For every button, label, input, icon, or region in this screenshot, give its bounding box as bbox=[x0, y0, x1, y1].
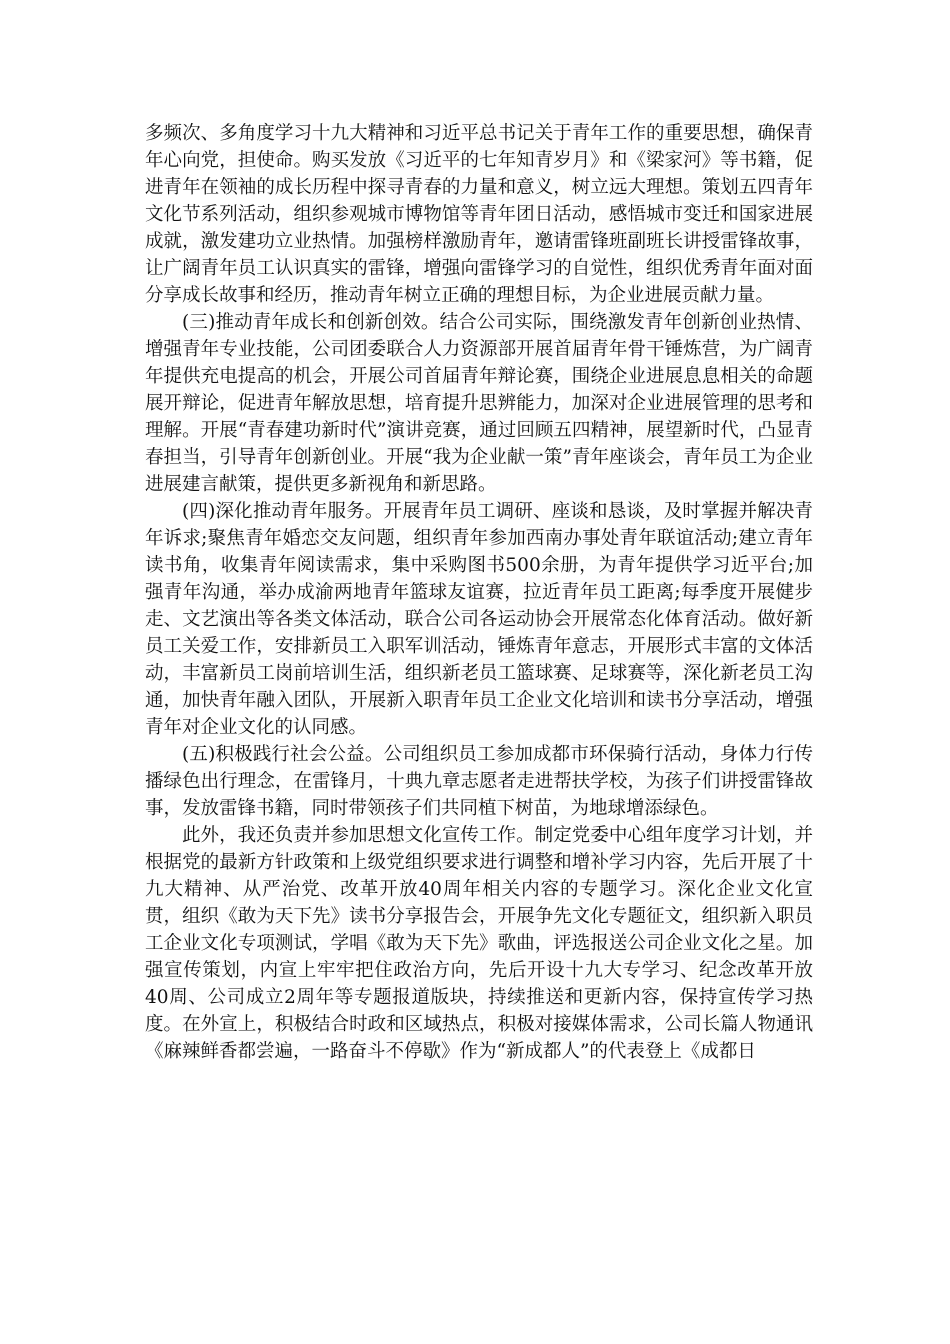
paragraph-4: (五)积极践行社会公益。公司组织员工参加成都市环保骑行活动，身体力行传播绿色出行理念，在雷锋月，十典九章志愿者走进帮扶学校，为孩子们讲授雷锋故事，发放雷锋书籍，同时带领孩子们共同植下树苗，为地球增添绿色。 bbox=[145, 744, 813, 819]
document-page bbox=[145, 120, 813, 1065]
paragraph-2: (三)推动青年成长和创新创效。结合公司实际，围绕激发青年创新创业热情、增强青年专业技能，公司团委联合人力资源部开展首届青年骨干锤炼营，为广阔青年提供充电提高的机会，开展公司首届青年辩论赛，围绕企业进展息息相关的命题展开辩论，促进青年解放思想，培育提升思辨能力，加深对企业进展管理的思考和理解。开展“青春建功新时代”演讲竞赛，通过回顾五四精神，展望新时代，凸显青春担当，引导青年创新创业。开展“我为企业献一策”青年座谈会，青年员工为企业进展建言献策，提供更多新视角和新思路。 bbox=[145, 312, 813, 495]
paragraph-1: 多频次、多角度学习十九大精神和习近平总书记关于青年工作的重要思想，确保青年心向党，担使命。购买发放《习近平的七年知青岁月》和《梁家河》等书籍，促进青年在领袖的成长历程中探寻青春的力量和意义，树立远大理想。策划五四青年文化节系列活动，组织参观城市博物馆等青年团日活动，感悟城市变迁和国家进展成就，激发建功立业热情。加强榜样激励青年，邀请雷锋班副班长讲授雷锋故事，让广阔青年员工认识真实的雷锋，增强向雷锋学习的自觉性，组织优秀青年面对面分享成长故事和经历，推动青年树立正确的理想目标，为企业进展贡献力量。 bbox=[145, 123, 813, 306]
paragraph-5: 此外，我还负责并参加思想文化宣传工作。制定党委中心组年度学习计划，并根据党的最新方针政策和上级党组织要求进行调整和增补学习内容，先后开展了十九大精神、从严治党、改革开放40周年相关内容的专题学习。深化企业文化宣贯，组织《敢为天下先》读书分享报告会，开展争先文化专题征文，组织新入职员工企业文化专项测试，学唱《敢为天下先》歌曲，评选报送公司企业文化之星。加强宣传策划，内宣上牢牢把住政治方向，先后开设十九大专学习、纪念改革开放40周、公司成立2周年等专题报道版块，持续推送和更新内容，保持宣传学习热度。在外宣上，积极结合时政和区域热点，积极对接媒体需求，公司长篇人物通讯《麻辣鲜香都尝遍，一路奋斗不停歇》作为“新成都人”的代表登上《成都日 bbox=[145, 825, 813, 1062]
paragraph-3: (四)深化推动青年服务。开展青年员工调研、座谈和恳谈，及时掌握并解决青年诉求;聚焦青年婚恋交友问题，组织青年参加西南办事处青年联谊活动;建立青年读书角，收集青年阅读需求，集中采购图书500余册，为青年提供学习近平台;加强青年沟通，举办成渝两地青年篮球友谊赛，拉近青年员工距离;每季度开展健步走、文艺演出等各类文体活动，联合公司各运动协会开展常态化体育活动。做好新员工关爱工作，安排新员工入职军训活动，锤炼青年意志，开展形式丰富的文体活动，丰富新员工岗前培训生活，组织新老员工篮球赛、足球赛等，深化新老员工沟通，加快青年融入团队，开展新入职青年员工企业文化培训和读书分享活动，增强青年对企业文化的认同感。 bbox=[145, 501, 813, 738]
